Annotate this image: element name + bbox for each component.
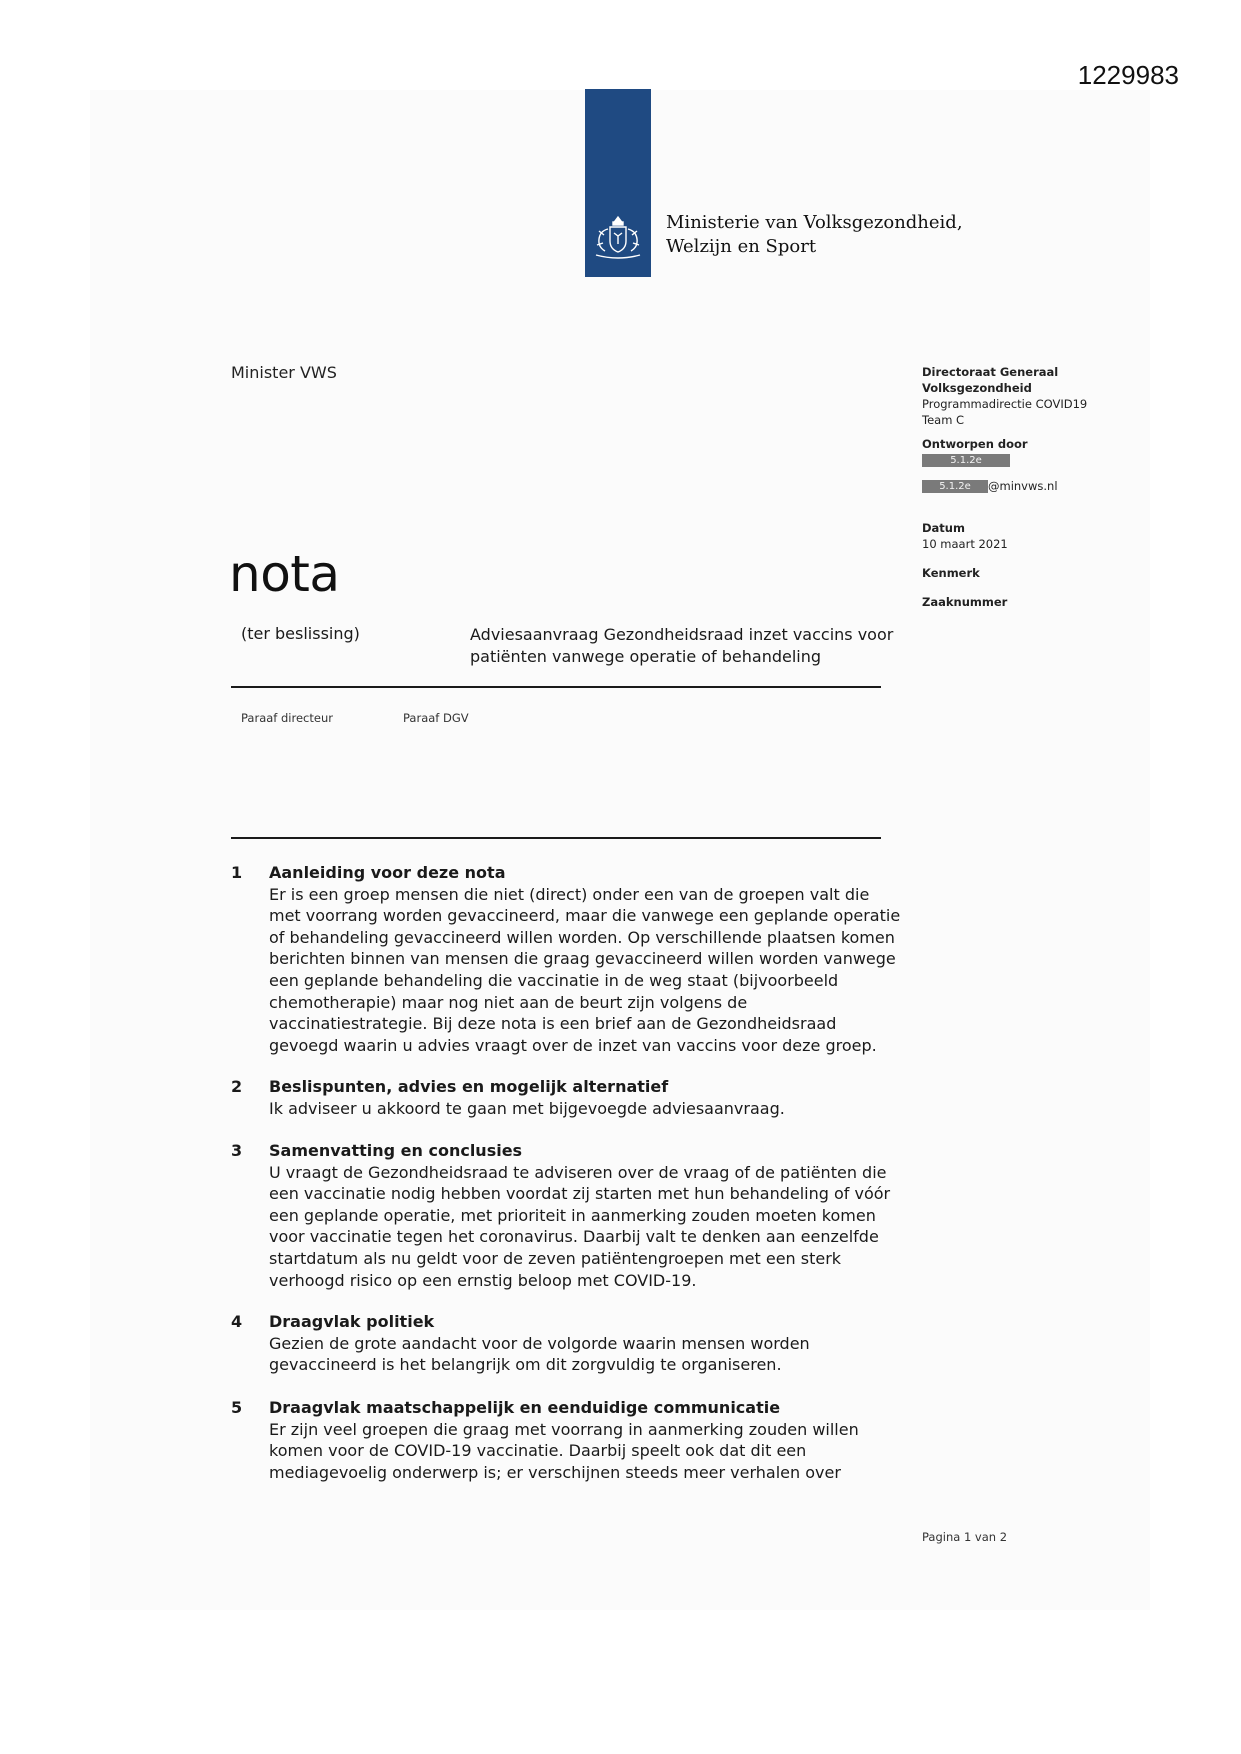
redacted-email: 5.1.2e: [922, 480, 988, 493]
paragraph-line: met voorrang worden gevaccineerd, maar die vanwege een geplande operatie: [269, 906, 901, 926]
date-value: 10 maart 2021: [922, 537, 1008, 551]
paragraph-line: Gezien de grote aandacht voor de volgorde waarin mensen worden: [269, 1333, 810, 1353]
date-label: Datum: [922, 521, 965, 535]
section-heading: Draagvlak maatschappelijk en eenduidige communicatie: [269, 1398, 781, 1417]
section-heading: Samenvatting en conclusies: [269, 1141, 523, 1160]
redacted-name: 5.1.2e: [922, 454, 1010, 467]
page-number: Pagina 1 van 2: [922, 1530, 1008, 1544]
section-heading: Beslispunten, advies en mogelijk alternatief: [269, 1077, 669, 1096]
program-name: Programmadirectie COVID19: [922, 397, 1088, 411]
ministry-name: [666, 211, 963, 259]
section-2: [231, 1076, 931, 1119]
paragraph-line: startdatum als nu geldt voor de zeven patiëntengroepen met een sterk: [269, 1248, 842, 1268]
section-4: [231, 1311, 931, 1376]
initials-dgv: Paraaf DGV: [403, 711, 469, 725]
dept-line-2: Volksgezondheid: [922, 381, 1032, 395]
team-name: Team C: [922, 413, 965, 427]
paragraph-line: verhoogd risico op een ernstig beloop met COVID-19.: [269, 1270, 697, 1290]
section-5: [231, 1397, 931, 1483]
ministry-name-line-2: Welzijn en Sport: [666, 236, 817, 257]
section-heading: Draagvlak politiek: [269, 1312, 435, 1331]
section-number: 1: [231, 863, 243, 882]
paragraph-line: gevoegd waarin u advies vraagt over de inzet van vaccins voor deze groep.: [269, 1035, 877, 1055]
drafted-by-label: Ontworpen door: [922, 437, 1028, 451]
initials-director: Paraaf directeur: [241, 711, 333, 725]
divider-bottom: [231, 837, 881, 839]
paragraph-line: berichten binnen van mensen die graag gevaccineerd willen worden vanwege: [269, 949, 896, 969]
document-number: 1229983: [1077, 60, 1179, 90]
section-number: 5: [231, 1398, 243, 1417]
case-number-label: Zaaknummer: [922, 595, 1008, 609]
addressee: Minister VWS: [231, 363, 337, 382]
paragraph-line: Er is een groep mensen die niet (direct) onder een van de groepen valt die: [269, 884, 870, 904]
email-domain: @minvws.nl: [988, 479, 1058, 493]
paragraph-line: mediagevoelig onderwerp is; er verschijnen steeds meer verhalen over: [269, 1462, 841, 1482]
paragraph-line: vaccinatiestrategie. Bij deze nota is een brief aan de Gezondheidsraad: [269, 1014, 837, 1034]
sidebar-meta: [922, 364, 1162, 610]
decision-label: (ter beslissing): [241, 624, 360, 643]
ministry-name-line-1: Ministerie van Volksgezondheid,: [666, 212, 963, 233]
paragraph-line: voor vaccinatie tegen het coronavirus. Daarbij valt te denken aan eenzelfde: [269, 1227, 879, 1247]
section-number: 3: [231, 1141, 243, 1160]
paragraph-line: U vraagt de Gezondheidsraad te adviseren over de vraag of de patiënten die: [269, 1162, 887, 1182]
paragraph-line: chemotherapie) maar nog niet aan de beurt zijn volgens de: [269, 992, 748, 1012]
reference-label: Kenmerk: [922, 566, 980, 580]
dept-line-1: Directoraat Generaal: [922, 365, 1059, 379]
paragraph-line: gevaccineerd is het belangrijk om dit zorgvuldig te organiseren.: [269, 1355, 782, 1375]
paragraph-line: Er zijn veel groepen die graag met voorrang in aanmerking zouden willen: [269, 1419, 859, 1439]
paragraph-line: komen voor de COVID-19 vaccinatie. Daarbij speelt ook dat dit een: [269, 1441, 807, 1461]
section-1: [231, 862, 931, 1056]
section-heading: Aanleiding voor deze nota: [269, 863, 506, 882]
subject: Adviesaanvraag Gezondheidsraad inzet vaccins voor patiënten vanwege operatie of behandeling: [470, 625, 894, 666]
document-title: nota: [229, 545, 340, 603]
paragraph-line: een geplande operatie, met prioriteit in aanmerking zouden moeten komen: [269, 1205, 876, 1225]
paragraph-line: Ik adviseer u akkoord te gaan met bijgevoegde adviesaanvraag.: [269, 1098, 785, 1118]
page-background: [90, 90, 1150, 1610]
divider-top: [231, 686, 881, 688]
section-number: 2: [231, 1077, 243, 1096]
paragraph-line: een vaccinatie nodig hebben voordat zij starten met hun behandeling of vóór: [269, 1184, 891, 1204]
section-3: [231, 1140, 931, 1291]
section-number: 4: [231, 1312, 243, 1331]
paragraph-line: of behandeling gevaccineerd willen worden. Op verschillende plaatsen komen: [269, 927, 895, 947]
coat-of-arms-icon: [586, 213, 650, 261]
paragraph-line: een geplande behandeling die vaccinatie in de weg staat (bijvoorbeeld: [269, 970, 839, 990]
